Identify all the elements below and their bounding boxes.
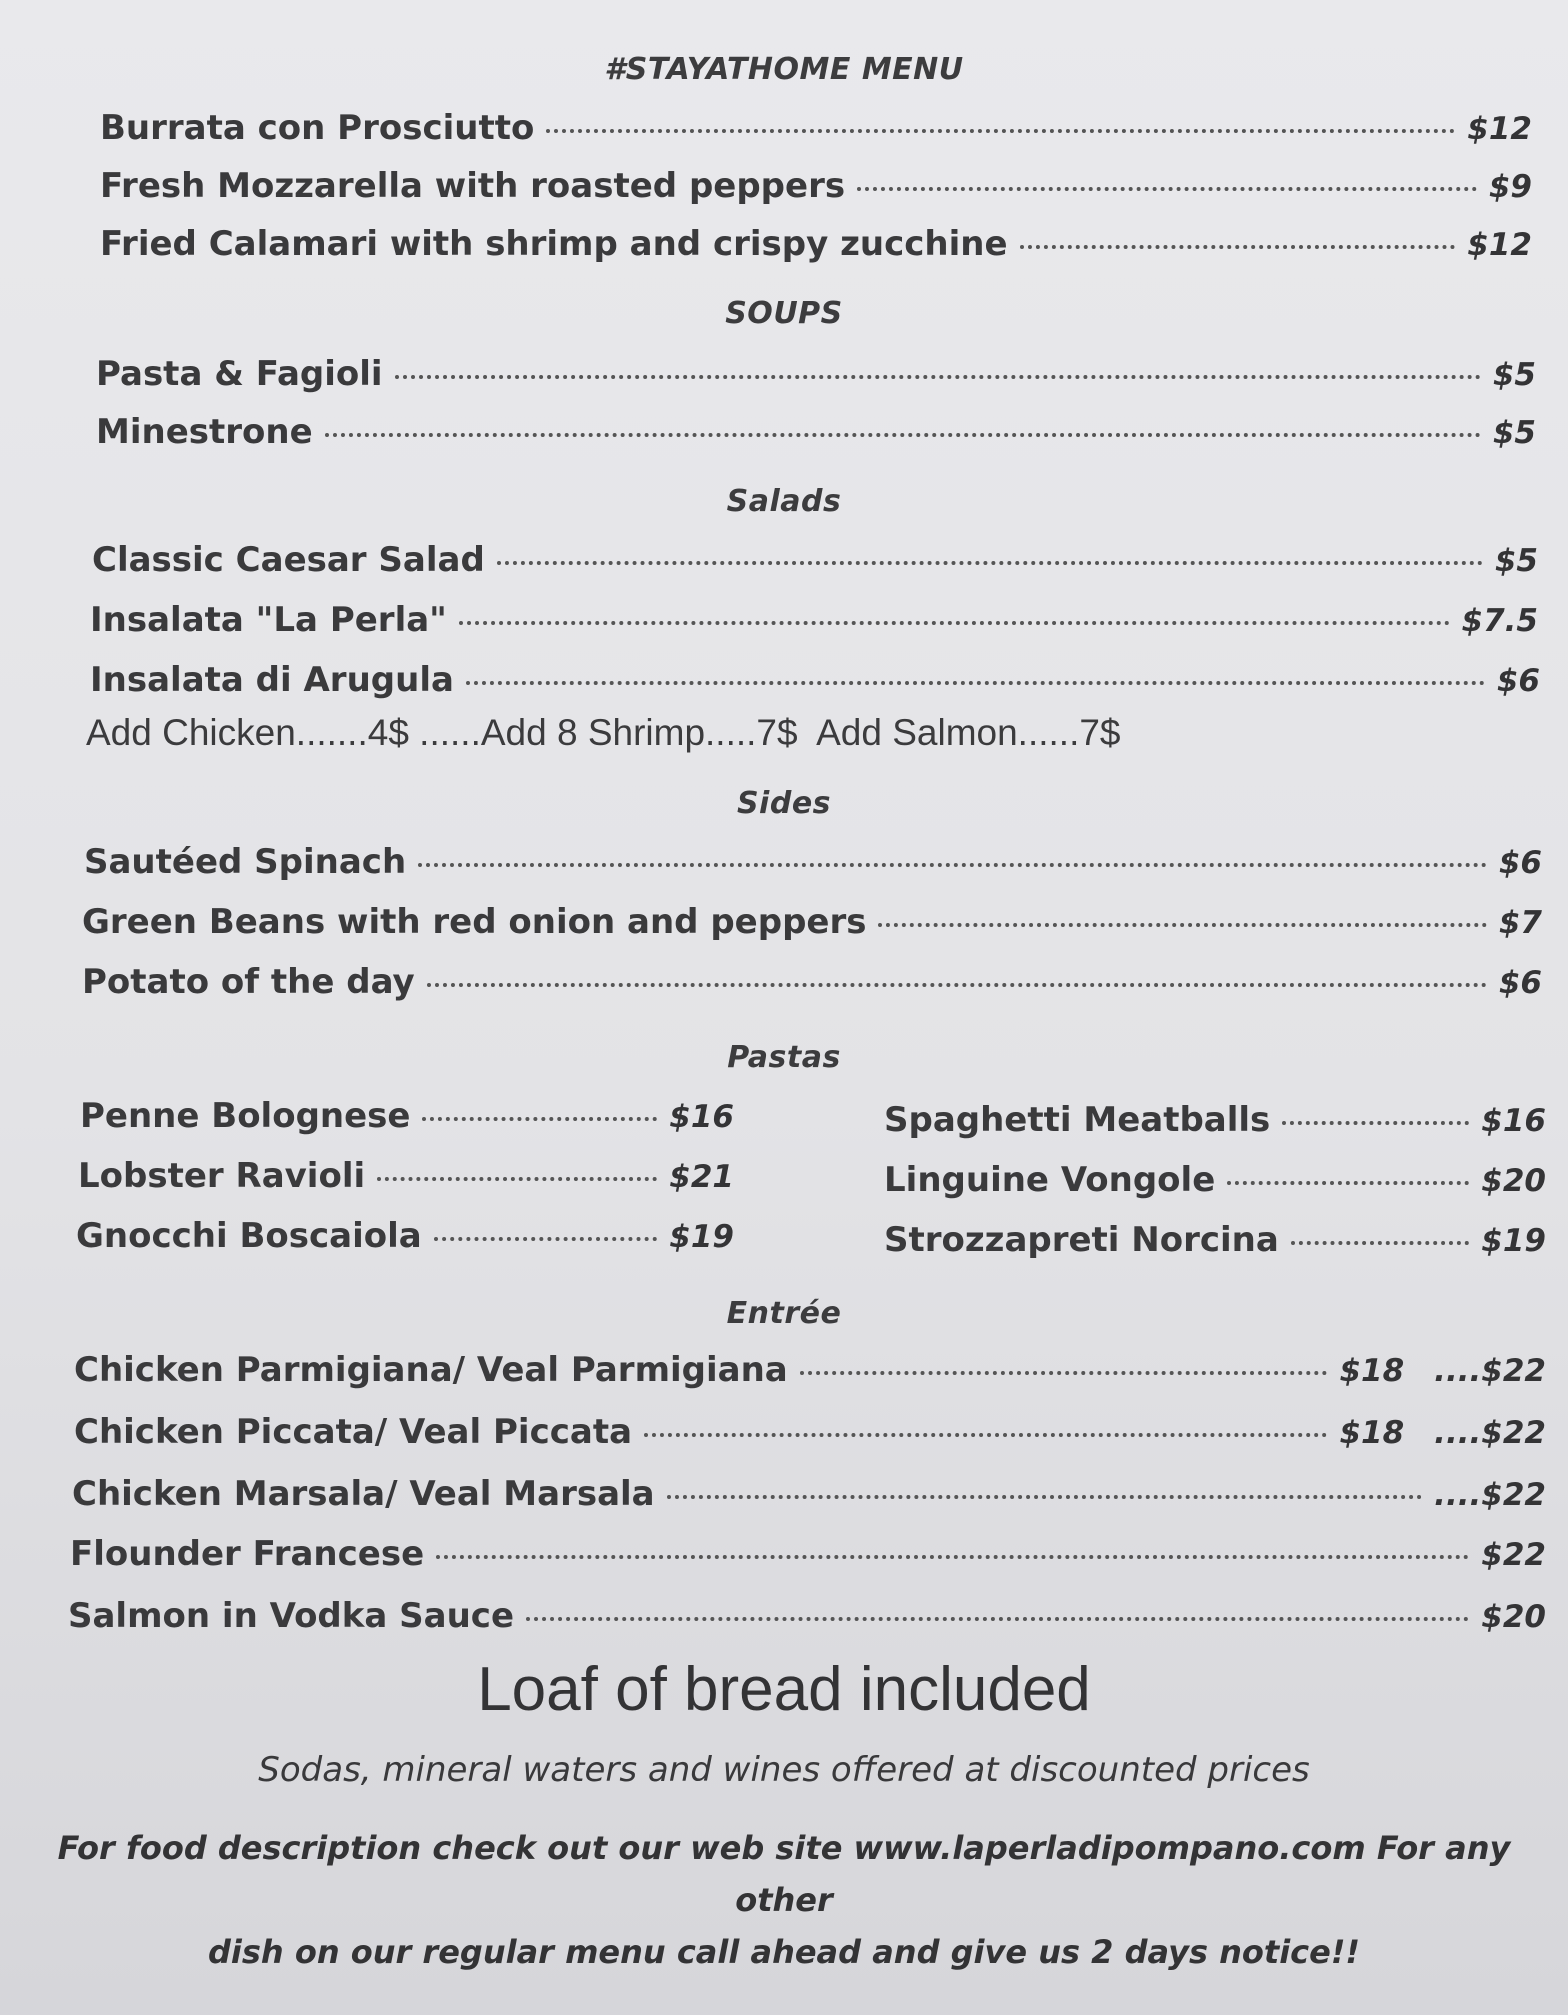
item-price: $18 <box>1339 1415 1405 1451</box>
item-price-veal: ....$22 <box>1434 1415 1546 1451</box>
item-price: $5 <box>1492 415 1536 451</box>
item-price: $7.5 <box>1461 603 1538 639</box>
item-name: Burrata con Prosciutto <box>100 108 535 148</box>
dot-leader <box>466 681 1485 685</box>
menu-item <box>96 354 1536 398</box>
menu-title: #STAYATHOME MENU <box>604 52 964 87</box>
item-name: Sautéed Spinach <box>84 842 407 882</box>
item-price: $19 <box>669 1219 734 1255</box>
menu-item <box>74 1412 1546 1456</box>
item-price: $12 <box>1467 111 1532 147</box>
item-price: $22 <box>1481 1537 1546 1573</box>
menu-item <box>72 1474 1546 1518</box>
dot-leader <box>434 1237 658 1241</box>
menu-item <box>100 108 1532 152</box>
item-price: $7 <box>1498 905 1542 941</box>
item-price: $16 <box>1481 1103 1546 1139</box>
item-price: $16 <box>669 1099 734 1135</box>
menu-item <box>70 1534 1546 1578</box>
item-name: Green Beans with red onion and peppers <box>82 902 867 942</box>
menu-item <box>100 166 1532 210</box>
menu-item <box>84 842 1542 886</box>
item-price: $5 <box>1492 357 1536 393</box>
salad-addons: Add Chicken.......4$ ......Add 8 Shrimp.....7$ Add Salmon......7$ <box>86 712 1121 753</box>
dot-leader <box>436 1555 1469 1559</box>
menu-item <box>76 1216 734 1260</box>
item-name: Fried Calamari with shrimp and crispy zucchine <box>100 224 1008 264</box>
item-price: $12 <box>1467 227 1532 263</box>
dot-leader <box>1282 1121 1469 1125</box>
menu-item <box>884 1160 1546 1204</box>
menu-item <box>68 1596 1546 1640</box>
item-name: Spaghetti Meatballs <box>884 1100 1271 1140</box>
dot-leader <box>878 923 1486 927</box>
dot-leader <box>325 433 1481 437</box>
dot-leader <box>497 561 1483 565</box>
footer-note <box>10 1822 1558 1978</box>
item-name: Flounder Francese <box>70 1534 425 1574</box>
dot-leader <box>526 1617 1469 1621</box>
item-name: Chicken Marsala/ Veal Marsala <box>72 1474 655 1514</box>
item-name: Linguine Vongole <box>884 1160 1216 1200</box>
menu-item <box>92 540 1538 584</box>
item-price: $20 <box>1481 1163 1546 1199</box>
item-name: Fresh Mozzarella with roasted peppers <box>100 166 846 206</box>
item-name: Minestrone <box>96 412 313 452</box>
dot-leader <box>546 129 1455 133</box>
section-heading-soups: SOUPS <box>725 296 843 331</box>
menu-item <box>90 660 1540 704</box>
dot-leader <box>857 187 1477 191</box>
item-price: $19 <box>1481 1223 1546 1259</box>
item-price: $6 <box>1498 965 1542 1001</box>
dot-leader <box>1291 1241 1469 1245</box>
section-heading-entree: Entrée <box>726 1296 842 1331</box>
dot-leader <box>1020 245 1456 249</box>
menu-item <box>90 600 1538 644</box>
dot-leader <box>644 1433 1327 1437</box>
menu-item <box>74 1350 1546 1394</box>
item-name: Penne Bolognese <box>80 1096 411 1136</box>
section-heading-sides: Sides <box>736 786 832 821</box>
item-price: $20 <box>1481 1599 1546 1635</box>
footer-note-line: dish on our regular menu call ahead and give us 2 days notice!! <box>207 1933 1361 1971</box>
section-heading-salads: Salads <box>726 484 842 519</box>
dot-leader <box>418 863 1487 867</box>
menu-item <box>78 1156 734 1200</box>
item-name: Salmon in Vodka Sauce <box>68 1596 515 1636</box>
menu-item <box>884 1100 1546 1144</box>
item-name: Strozzapreti Norcina <box>884 1220 1279 1260</box>
item-name: Classic Caesar Salad <box>92 540 485 580</box>
item-name: Gnocchi Boscaiola <box>76 1216 422 1256</box>
dot-leader <box>1227 1181 1469 1185</box>
item-price: $21 <box>669 1159 734 1195</box>
item-name: Chicken Parmigiana/ Veal Parmigiana <box>74 1350 788 1390</box>
item-name: Lobster Ravioli <box>78 1156 366 1196</box>
menu-item <box>82 902 1542 946</box>
dot-leader <box>422 1117 657 1121</box>
item-name: Insalata "La Perla" <box>90 600 447 640</box>
menu-item <box>96 412 1536 456</box>
item-name: Insalata di Arugula <box>90 660 454 700</box>
bread-note: Loaf of bread included <box>477 1655 1091 1724</box>
item-price: $6 <box>1496 663 1540 699</box>
item-name: Pasta & Fagioli <box>96 354 383 394</box>
dot-leader <box>427 983 1487 987</box>
item-price-veal: ....$22 <box>1434 1353 1546 1389</box>
menu-item <box>82 962 1542 1006</box>
item-name: Chicken Piccata/ Veal Piccata <box>74 1412 633 1452</box>
item-price: ....$22 <box>1434 1477 1546 1513</box>
drinks-note: Sodas, mineral waters and wines offered at discounted prices <box>258 1750 1310 1790</box>
menu-item <box>80 1096 734 1140</box>
menu-item <box>100 224 1532 268</box>
item-price: $6 <box>1498 845 1542 881</box>
item-name: Potato of the day <box>82 962 415 1002</box>
menu-item <box>884 1220 1546 1264</box>
item-price: $18 <box>1339 1353 1405 1389</box>
dot-leader <box>800 1371 1328 1375</box>
dot-leader <box>667 1495 1423 1499</box>
dot-leader <box>459 621 1450 625</box>
item-price: $5 <box>1494 543 1538 579</box>
dot-leader <box>377 1177 657 1181</box>
section-heading-pastas: Pastas <box>727 1040 841 1075</box>
dot-leader <box>395 375 1481 379</box>
footer-note-line: For food description check out our web site www.laperladipompano.com For any other <box>57 1829 1511 1919</box>
item-price: $9 <box>1488 169 1532 205</box>
